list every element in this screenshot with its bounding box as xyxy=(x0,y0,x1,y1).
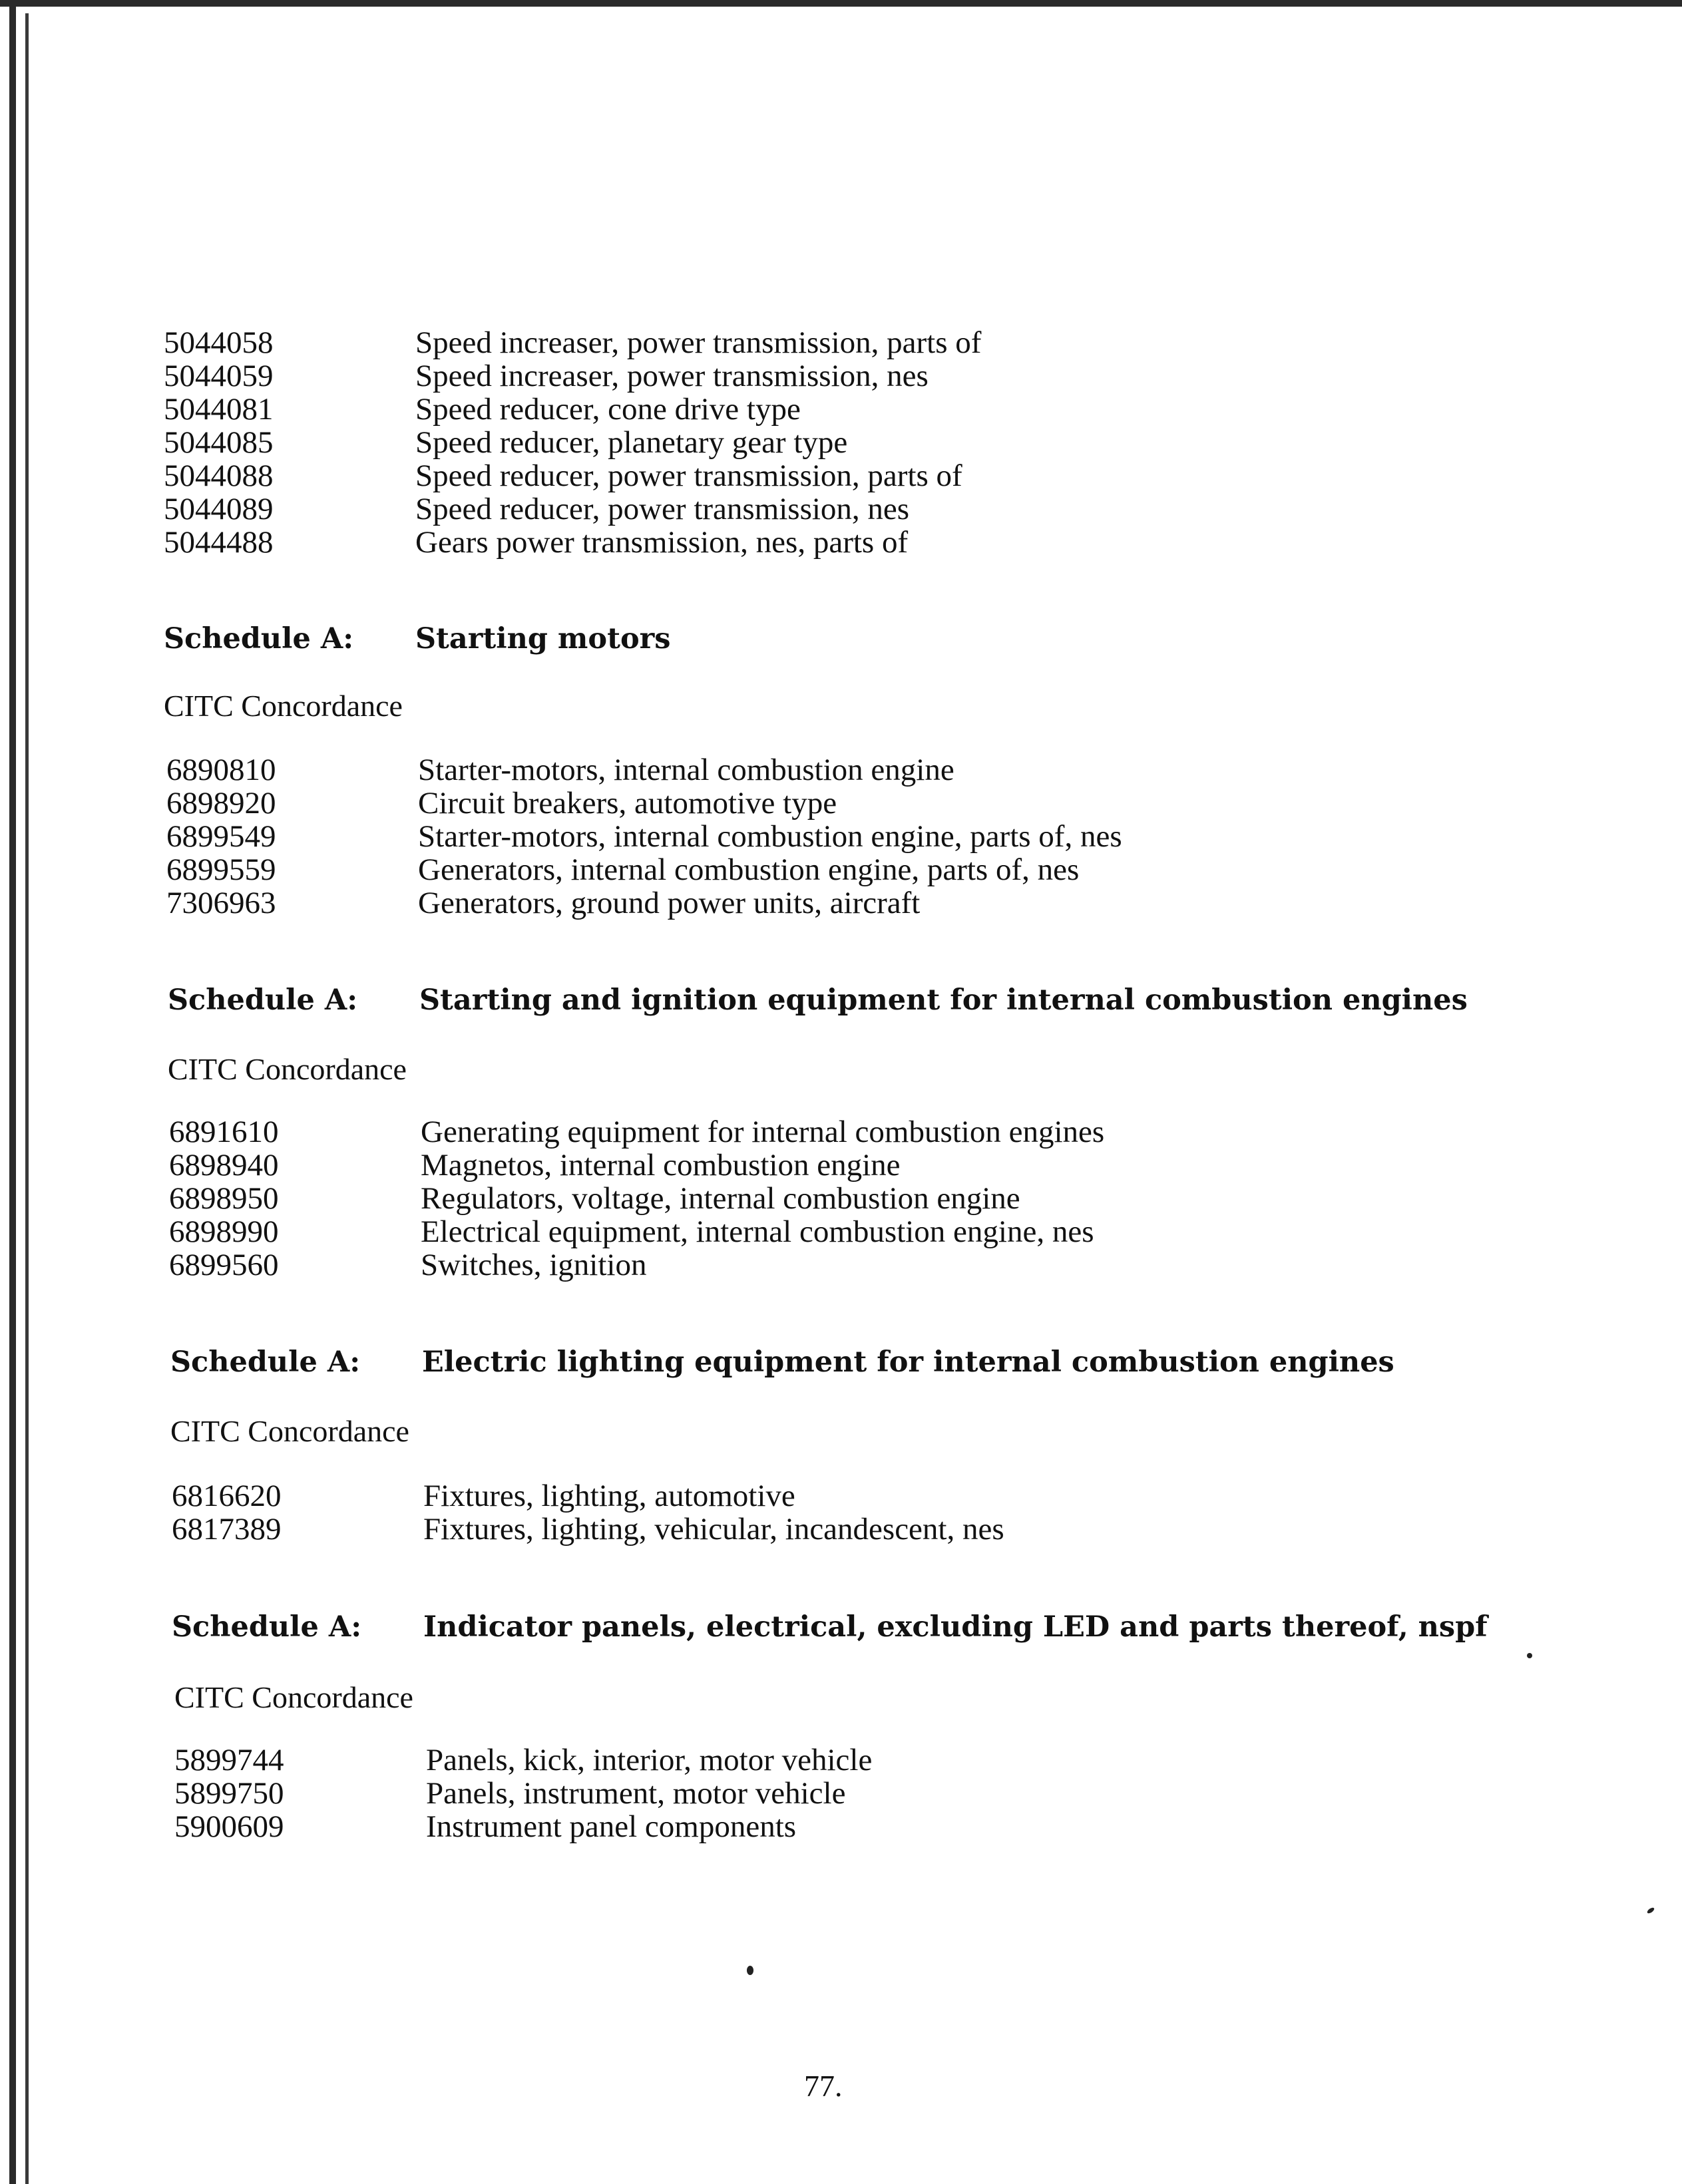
list-item xyxy=(169,1115,1104,1149)
item-code: 6891610 xyxy=(169,1115,279,1149)
item-code: 5044081 xyxy=(164,392,274,427)
item-description: Regulators, voltage, internal combustion engine xyxy=(421,1181,1020,1216)
item-description: Starter-motors, internal combustion engine, parts of, nes xyxy=(418,819,1122,854)
list-item xyxy=(164,393,981,426)
list-item xyxy=(172,1479,1004,1513)
section-code-list xyxy=(169,1115,1104,1282)
list-item xyxy=(166,787,1122,820)
concordance-heading: CITC Concordance xyxy=(168,1052,407,1086)
item-code: 6817389 xyxy=(172,1512,282,1547)
item-code: 6899559 xyxy=(166,852,276,887)
intro-code-list xyxy=(164,326,981,559)
concordance-heading: CITC Concordance xyxy=(174,1680,413,1714)
item-description: Fixtures, lighting, vehicular, incandescent, nes xyxy=(423,1512,1004,1547)
list-item xyxy=(174,1777,872,1810)
list-item xyxy=(169,1248,1104,1282)
section-code-list xyxy=(166,753,1122,920)
item-code: 6898950 xyxy=(169,1181,279,1216)
schedule-label: Schedule A: xyxy=(164,622,354,655)
section-heading-indicator-panels xyxy=(172,1610,1488,1644)
item-description: Magnetos, internal combustion engine xyxy=(421,1148,901,1183)
item-code: 5899744 xyxy=(174,1743,284,1777)
scan-speck xyxy=(1646,1907,1655,1914)
item-code: 5044058 xyxy=(164,325,274,360)
item-description: Generators, internal combustion engine, parts of, nes xyxy=(418,852,1080,887)
schedule-title: Electric lighting equipment for internal combustion engines xyxy=(422,1346,1394,1379)
item-code: 6898920 xyxy=(166,786,276,820)
schedule-label: Schedule A: xyxy=(172,1610,362,1644)
item-code: 5044089 xyxy=(164,492,274,526)
schedule-label: Schedule A: xyxy=(168,984,358,1017)
list-item xyxy=(166,820,1122,853)
item-code: 6890810 xyxy=(166,753,276,787)
concordance-heading: CITC Concordance xyxy=(170,1414,409,1448)
item-description: Switches, ignition xyxy=(421,1248,647,1282)
list-item xyxy=(174,1810,872,1843)
item-code: 6899560 xyxy=(169,1248,279,1282)
section-heading-electric-lighting xyxy=(170,1346,1394,1379)
list-item xyxy=(164,426,981,459)
item-description: Fixtures, lighting, automotive xyxy=(423,1479,795,1513)
list-item xyxy=(164,492,981,526)
list-item xyxy=(166,853,1122,886)
list-item xyxy=(164,359,981,393)
schedule-title: Starting and ignition equipment for internal combustion engines xyxy=(419,984,1468,1017)
item-description: Electrical equipment, internal combustion engine, nes xyxy=(421,1214,1094,1249)
item-code: 7306963 xyxy=(166,886,276,920)
item-description: Starter-motors, internal combustion engine xyxy=(418,753,954,787)
item-description: Gears power transmission, nes, parts of xyxy=(415,525,909,560)
list-item xyxy=(164,326,981,359)
item-code: 5044088 xyxy=(164,458,274,493)
item-description: Speed reducer, power transmission, nes xyxy=(415,492,910,526)
item-code: 5899750 xyxy=(174,1776,284,1811)
item-description: Generating equipment for internal combustion engines xyxy=(421,1115,1105,1149)
section-code-list xyxy=(172,1479,1004,1546)
concordance-heading: CITC Concordance xyxy=(164,689,403,723)
item-description: Circuit breakers, automotive type xyxy=(418,786,837,820)
item-description: Speed reducer, planetary gear type xyxy=(415,425,848,460)
list-item xyxy=(166,753,1122,787)
item-code: 5044059 xyxy=(164,359,274,393)
scan-speck xyxy=(747,1966,753,1975)
item-description: Panels, instrument, motor vehicle xyxy=(426,1776,846,1811)
list-item xyxy=(174,1743,872,1777)
list-item xyxy=(166,886,1122,920)
section-heading-starting-ignition xyxy=(168,984,1468,1017)
section-code-list xyxy=(174,1743,872,1843)
item-code: 6898940 xyxy=(169,1148,279,1183)
item-description: Speed reducer, cone drive type xyxy=(415,392,801,427)
item-code: 5900609 xyxy=(174,1809,284,1844)
item-description: Panels, kick, interior, motor vehicle xyxy=(426,1743,873,1777)
schedule-title: Starting motors xyxy=(415,622,671,655)
list-item xyxy=(169,1215,1104,1248)
list-item xyxy=(172,1513,1004,1546)
item-code: 6898990 xyxy=(169,1214,279,1249)
list-item xyxy=(169,1182,1104,1215)
section-heading-starting-motors xyxy=(164,622,671,655)
item-description: Speed increaser, power transmission, parts of xyxy=(415,325,982,360)
item-description: Speed increaser, power transmission, nes xyxy=(415,359,929,393)
schedule-label: Schedule A: xyxy=(170,1346,361,1379)
item-description: Generators, ground power units, aircraft xyxy=(418,886,921,920)
item-code: 5044085 xyxy=(164,425,274,460)
item-code: 5044488 xyxy=(164,525,274,560)
scan-speck xyxy=(1527,1653,1532,1658)
item-description: Speed reducer, power transmission, parts of xyxy=(415,458,962,493)
page-number: 77. xyxy=(804,2069,843,2103)
list-item xyxy=(164,459,981,492)
item-description: Instrument panel components xyxy=(426,1809,797,1844)
item-code: 6816620 xyxy=(172,1479,282,1513)
list-item xyxy=(169,1149,1104,1182)
schedule-title: Indicator panels, electrical, excluding LED and parts thereof, nspf xyxy=(423,1610,1488,1644)
item-code: 6899549 xyxy=(166,819,276,854)
list-item xyxy=(164,526,981,559)
